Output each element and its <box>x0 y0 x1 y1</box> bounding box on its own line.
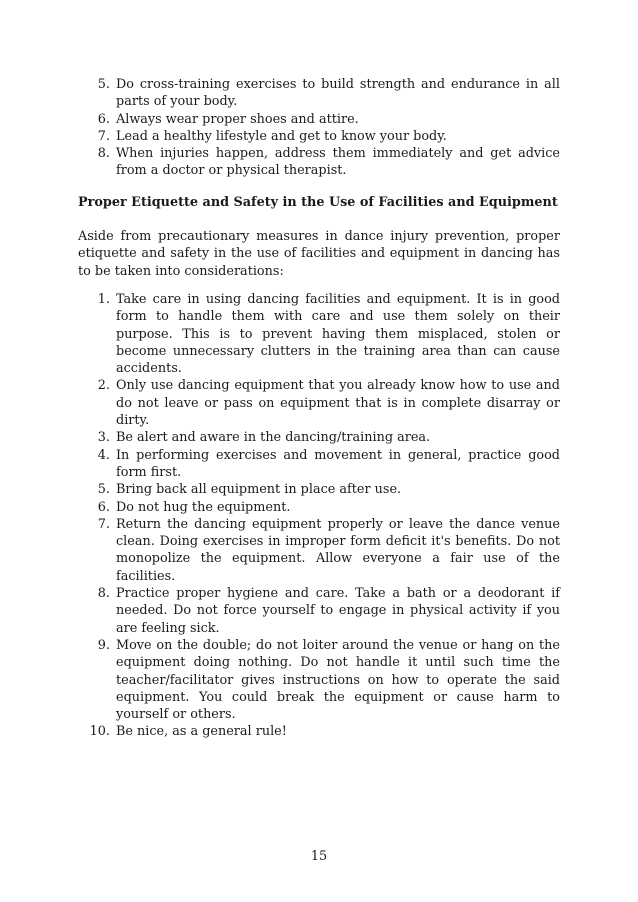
list-item-text: Return the dancing equipment properly or leave the dance venue clean. Doing exercises in improper form deficit it's benefits. Do not monopolize the equipment. Allow everyone a fair use of the facilities. <box>116 516 560 584</box>
list-item-number: 9. <box>97 637 110 653</box>
list-item-number: 3. <box>97 430 110 446</box>
section-heading: Proper Etiquette and Safety in the Use of Facilities and Equipment <box>78 194 558 210</box>
list-item-text: Only use dancing equipment that you already know how to use and do not leave or pass on equipment that is in complete disarray or dirty. <box>116 378 560 429</box>
list-item-text: Do cross-training exercises to build strength and endurance in all parts of your body. <box>116 77 560 110</box>
list-item-text: Always wear proper shoes and attire. <box>116 111 359 127</box>
list-item <box>78 128 560 145</box>
list-item-number: 4. <box>97 447 110 463</box>
list-item <box>78 429 560 446</box>
intro-paragraph: Aside from precautionary measures in dance injury prevention, proper etiquette and safety in the use of facilities and equipment in dancing has to be taken into considerations: <box>78 229 560 279</box>
list-item-text: Do not hug the equipment. <box>116 499 291 515</box>
page-number: 15 <box>310 849 328 864</box>
list-item-number: 5. <box>97 77 110 92</box>
list-item <box>78 516 560 585</box>
list-item-text: Move on the double; do not loiter around the venue or hang on the equipment doing nothing. Do not handle it until such time the teacher/facilitator gives instructions on how to operate the said equipment. You could break the equipment or cause harm to yourself or others. <box>116 637 560 723</box>
list-item <box>78 499 560 516</box>
list-item <box>78 291 560 377</box>
list-item-number: 8. <box>97 586 110 602</box>
list-item <box>78 377 560 429</box>
list-item <box>78 76 560 111</box>
list-item <box>78 481 560 498</box>
list-item <box>78 585 560 637</box>
list-item-text: Lead a healthy lifestyle and get to know your body. <box>116 128 447 144</box>
list-item <box>78 111 560 128</box>
list-item-text: Take care in using dancing facilities and equipment. It is in good form to handle them with care and use them solely on their purpose. This is to prevent having them misplaced, stolen or become unnecessary clutters in the training area than can cause accidents. <box>116 291 560 377</box>
list-item-text: Be alert and aware in the dancing/training area. <box>116 430 431 446</box>
list-item-number: 8. <box>97 146 110 162</box>
list-item <box>78 723 560 740</box>
document-page <box>78 76 560 741</box>
list-item-number: 2. <box>97 378 110 394</box>
list-item <box>78 637 560 723</box>
list-item-text: Practice proper hygiene and care. Take a bath or a deodorant if needed. Do not force yourself to engage in physical activity if you are feeling sick. <box>116 586 560 636</box>
list-item <box>78 447 560 482</box>
list-item-text: When injuries happen, address them immediately and get advice from a doctor or physical therapist. <box>116 146 560 179</box>
list-item-number: 6. <box>97 499 110 515</box>
list-item-number: 6. <box>97 111 110 127</box>
list-item-text: Be nice, as a general rule! <box>116 724 287 740</box>
etiquette-list <box>78 291 560 741</box>
list-item-number: 5. <box>97 482 110 498</box>
list-item-number: 1. <box>97 291 110 307</box>
list-item-number: 7. <box>97 128 110 144</box>
list-item <box>78 145 560 180</box>
list-item-text: In performing exercises and movement in general, practice good form first. <box>116 447 560 480</box>
injury-prevention-list-continued <box>78 76 560 180</box>
list-item-text: Bring back all equipment in place after use. <box>116 482 402 498</box>
list-item-number: 10. <box>89 724 110 740</box>
list-item-number: 7. <box>97 516 110 532</box>
